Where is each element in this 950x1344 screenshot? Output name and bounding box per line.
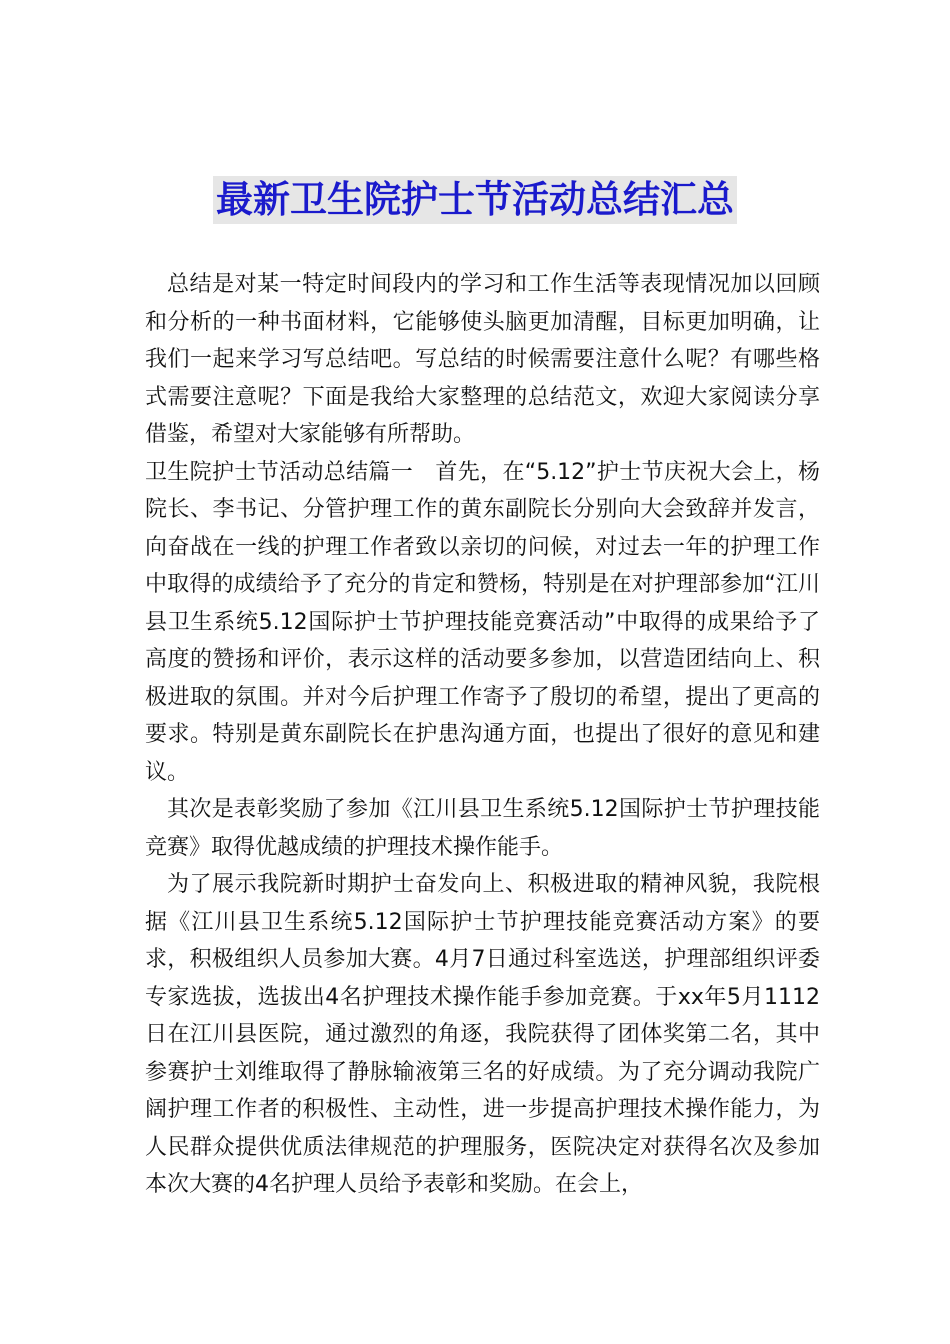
title-container xyxy=(0,176,950,224)
paragraph-intro: 总结是对某一特定时间段内的学习和工作生活等表现情况加以回顾和分析的一种书面材料，它能够使头脑更加清醒，目标更加明确，让我们一起来学习写总结吧。写总结的时候需要注意什么呢？有哪些格式需要注意呢？下面是我给大家整理的总结范文，欢迎大家阅读分享借鉴，希望对大家能够有所帮助。 xyxy=(145,272,820,447)
paragraph-section-one: 卫生院护士节活动总结篇一 首先，在“5.12”护士节庆祝大会上，杨院长、李书记、分管护理工作的黄东副院长分别向大会致辞并发言，向奋战在一线的护理工作者致以亲切的问候，对过去一年的护理工作中取得的成绩给予了充分的肯定和赞杨，特别是在对护理部参加“江川县卫生系统5.12国际护士节护理技能竞赛活动”中取得的成果给予了高度的赞扬和评价，表示这样的活动要多参加，以营造团结向上、积极进取的氛围。并对今后护理工作寄予了殷切的希望，提出了更高的要求。特别是黄东副院长在护患沟通方面，也提出了很好的意见和建议。 xyxy=(145,459,820,785)
document-title: 最新卫生院护士节活动总结汇总 xyxy=(213,176,737,224)
paragraph-competition: 为了展示我院新时期护士奋发向上、积极进取的精神风貌，我院根据《江川县卫生系统5.12国际护士节护理技能竞赛活动方案》的要求，积极组织人员参加大赛。4月7日通过科室选送，护理部组织评委专家选拔，选拔出4名护理技术操作能手参加竞赛。于xx年5月1112日在江川县医院，通过激烈的角逐，我院获得了团体奖第二名，其中参赛护士刘维取得了静脉输液第三名的好成绩。为了充分调动我院广阔护理工作者的积极性、主动性，进一步提高护理技术操作能力，为人民群众提供优质法律规范的护理服务，医院决定对获得名次及参加本次大赛的4名护理人员给予表彰和奖励。在会上， xyxy=(145,872,820,1197)
document-body xyxy=(145,266,820,1204)
paragraph-commendation: 其次是表彰奖励了参加《江川县卫生系统5.12国际护士节护理技能竞赛》取得优越成绩的护理技术操作能手。 xyxy=(145,797,820,860)
